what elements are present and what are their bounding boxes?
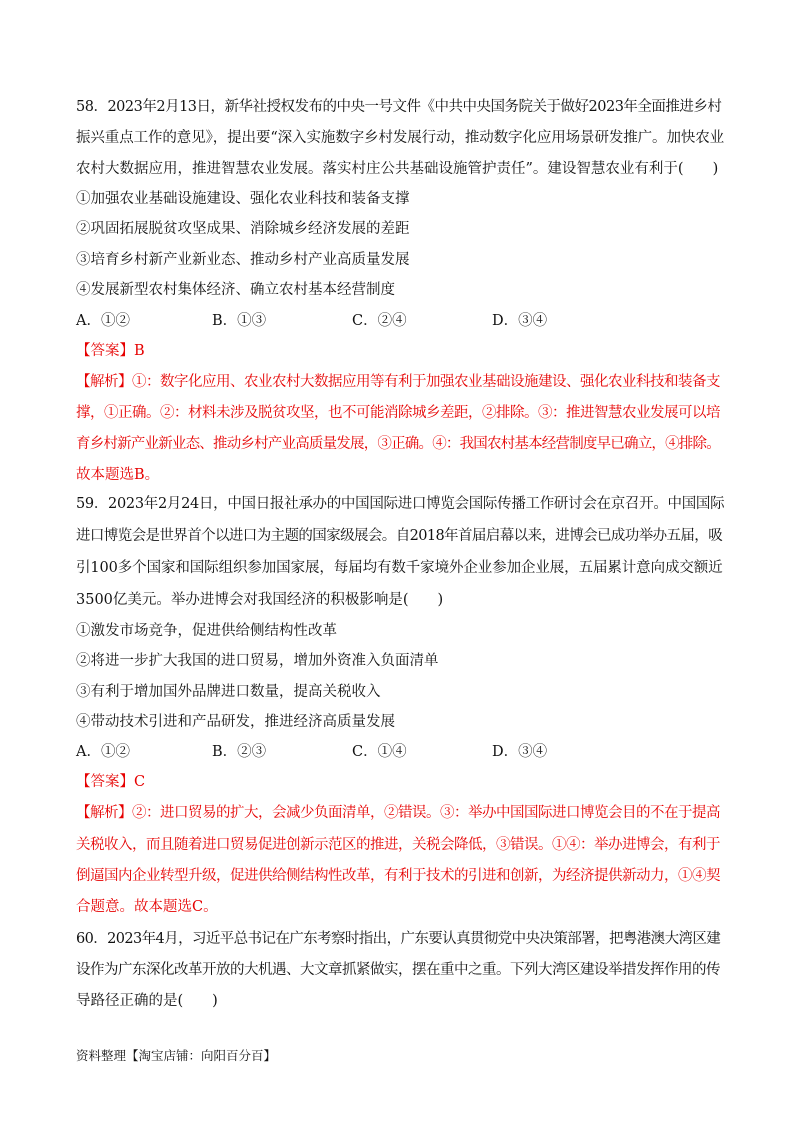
- page-footer: 资料整理【淘宝店铺：向阳百分百】: [76, 1048, 277, 1063]
- q58-analysis-line-4: 故本题选B。: [76, 467, 160, 483]
- q59-item-2: ②将进一步扩大我国的进口贸易，增加外资准入负面清单: [76, 653, 439, 669]
- q60-stem-line-3: 导路径正确的是( ): [76, 993, 218, 1009]
- q59-answer: 【答案】C: [76, 774, 146, 790]
- q58-option-d: D．③④: [492, 313, 548, 329]
- q59-analysis-line-1: 【解析】②：进口贸易的扩大，会减少负面清单，②错误。③：举办中国国际进口博览会目的不在于提高: [76, 805, 720, 821]
- q59-stem-line-2: 进口博览会是世界首个以进口为主题的国家级展会。自2018年首届启幕以来，进博会已成功举办五届，吸: [76, 528, 723, 544]
- q59-option-d: D．③④: [492, 744, 548, 760]
- q58-stem-line-3: 农村大数据应用，推进智慧农业发展。落实村庄公共基础设施管护责任”。建设智慧农业有利于( ): [76, 161, 719, 177]
- q58-item-3: ③培育乡村新产业新业态、推动乡村产业高质量发展: [76, 252, 410, 268]
- q58-option-b: B．①③: [212, 313, 267, 329]
- q58-stem-line-1: 58．2023年2月13日，新华社授权发布的中央一号文件《中共中央国务院关于做好2023年全面推进乡村: [76, 99, 722, 115]
- q59-option-b: B．②③: [212, 744, 267, 760]
- q59-stem-line-1: 59．2023年2月24日，中国日报社承办的中国国际进口博览会国际传播工作研讨会在京召开。中国国际: [76, 496, 725, 512]
- q58-item-2: ②巩固拓展脱贫攻坚成果、消除城乡经济发展的差距: [76, 221, 410, 237]
- q59-item-1: ①激发市场竞争，促进供给侧结构性改革: [76, 623, 337, 639]
- q58-analysis-line-2: 撑，①正确。②：材料未涉及脱贫攻坚，也不可能消除城乡差距，②排除。③：推进智慧农业发展可以培: [76, 405, 720, 421]
- q59-analysis-line-2: 关税收入，而且随着进口贸易促进创新示范区的推进，关税会降低，③错误。①④：举办进博会，有利于: [76, 837, 720, 853]
- q59-analysis-line-4: 合题意。故本题选C。: [76, 899, 218, 915]
- q59-option-c: C．①④: [352, 744, 407, 760]
- q60-stem-line-1: 60．2023年4月，习近平总书记在广东考察时指出，广东要认真贯彻党中央决策部署，把粤港澳大湾区建: [76, 931, 721, 947]
- q58-option-a: A．①②: [76, 313, 130, 329]
- q58-analysis-line-3: 育乡村新产业新业态、推动乡村产业高质量发展，③正确。④：我国农村基本经营制度早已确立，④排除。: [76, 436, 720, 452]
- q58-analysis-line-1: 【解析】①：数字化应用、农业农村大数据应用等有利于加强农业基础设施建设、强化农业科技和装备支: [76, 374, 720, 390]
- q58-answer: 【答案】B: [76, 343, 145, 359]
- q59-option-a: A．①②: [76, 744, 130, 760]
- q59-stem-line-4: 3500亿美元。举办进博会对我国经济的积极影响是( ): [76, 592, 444, 608]
- q58-option-c: C．②④: [352, 313, 407, 329]
- q58-item-4: ④发展新型农村集体经济、确立农村基本经营制度: [76, 282, 395, 298]
- q60-stem-line-2: 设作为广东深化改革开放的大机遇、大文章抓紧做实，摆在重中之重。下列大湾区建设举措发挥作用的传: [76, 962, 720, 978]
- q59-analysis-line-3: 倒逼国内企业转型升级，促进供给侧结构性改革，有利于技术的引进和创新，为经济提供新动力，①④契: [76, 868, 720, 884]
- q59-item-4: ④带动技术引进和产品研发，推进经济高质量发展: [76, 714, 395, 730]
- q58-item-1: ①加强农业基础设施建设、强化农业科技和装备支撑: [76, 191, 410, 207]
- q58-stem-line-2: 振兴重点工作的意见》，提出要“深入实施数字乡村发展行动，推动数字化应用场景研发推广。加快农业: [76, 130, 725, 146]
- q59-stem-line-3: 引100多个国家和国际组织参加国家展，每届均有数千家境外企业参加企业展，五届累计意向成交额近: [76, 560, 723, 576]
- q59-item-3: ③有利于增加国外品牌进口数量，提高关税收入: [76, 684, 381, 700]
